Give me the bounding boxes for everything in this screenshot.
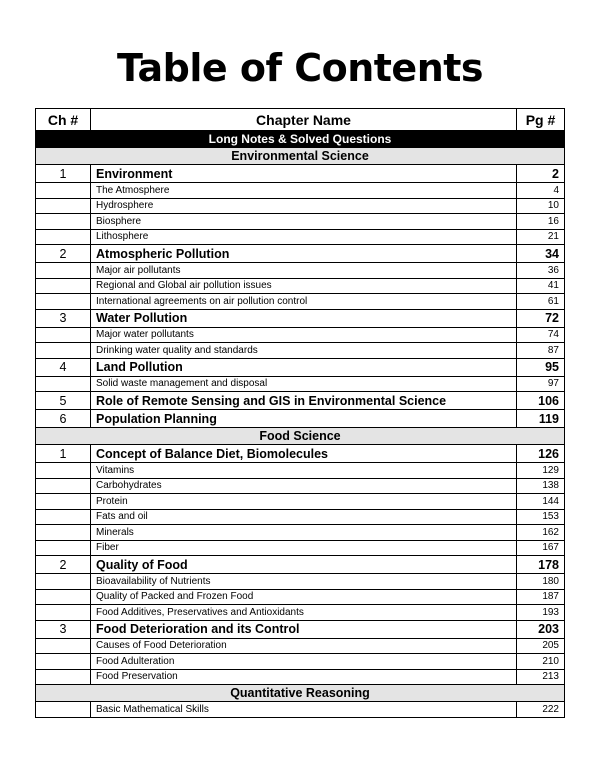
header-page: Pg # — [517, 109, 565, 131]
topic-page: 74 — [517, 327, 565, 343]
topic-page: 210 — [517, 654, 565, 670]
topic-row — [36, 214, 565, 230]
section-title: Quantitative Reasoning — [36, 685, 565, 702]
topic-number-cell — [36, 263, 91, 279]
chapter-number: 3 — [36, 309, 91, 327]
topic-name: Basic Mathematical Skills — [91, 702, 517, 718]
section-title: Environmental Science — [36, 148, 565, 165]
topic-page: 129 — [517, 463, 565, 479]
chapter-row — [36, 309, 565, 327]
topic-number-cell — [36, 463, 91, 479]
topic-number-cell — [36, 574, 91, 590]
topic-page: 187 — [517, 589, 565, 605]
topic-number-cell — [36, 654, 91, 670]
topic-row — [36, 702, 565, 718]
topic-number-cell — [36, 669, 91, 685]
topic-page: 222 — [517, 702, 565, 718]
topic-name: Solid waste management and disposal — [91, 376, 517, 392]
topic-number-cell — [36, 198, 91, 214]
topic-page: 144 — [517, 494, 565, 510]
topic-number-cell — [36, 294, 91, 310]
chapter-name: Population Planning — [91, 410, 517, 428]
topic-row — [36, 229, 565, 245]
chapter-page: 119 — [517, 410, 565, 428]
topic-row — [36, 638, 565, 654]
toc-table — [35, 108, 565, 718]
chapter-page: 72 — [517, 309, 565, 327]
chapter-name: Environment — [91, 165, 517, 183]
chapter-row — [36, 445, 565, 463]
topic-page: 16 — [517, 214, 565, 230]
chapter-number: 1 — [36, 165, 91, 183]
topic-row — [36, 525, 565, 541]
page-title: Table of Contents — [116, 46, 484, 90]
topic-page: 61 — [517, 294, 565, 310]
topic-name: Minerals — [91, 525, 517, 541]
topic-number-cell — [36, 376, 91, 392]
topic-name: Drinking water quality and standards — [91, 343, 517, 359]
topic-row — [36, 198, 565, 214]
chapter-page: 178 — [517, 556, 565, 574]
topic-number-cell — [36, 214, 91, 230]
header-row — [36, 109, 565, 131]
topic-name: Fiber — [91, 540, 517, 556]
chapter-row — [36, 620, 565, 638]
topic-name: Causes of Food Deterioration — [91, 638, 517, 654]
topic-name: Hydrosphere — [91, 198, 517, 214]
chapter-page: 34 — [517, 245, 565, 263]
section-row — [36, 428, 565, 445]
topic-row — [36, 509, 565, 525]
chapter-name: Water Pollution — [91, 309, 517, 327]
banner-label: Long Notes & Solved Questions — [36, 131, 565, 148]
chapter-row — [36, 358, 565, 376]
chapter-name: Role of Remote Sensing and GIS in Environmental Science — [91, 392, 517, 410]
topic-page: 167 — [517, 540, 565, 556]
topic-page: 41 — [517, 278, 565, 294]
chapter-name: Atmospheric Pollution — [91, 245, 517, 263]
topic-name: Food Adulteration — [91, 654, 517, 670]
topic-page: 97 — [517, 376, 565, 392]
topic-name: Bioavailability of Nutrients — [91, 574, 517, 590]
section-row — [36, 685, 565, 702]
topic-number-cell — [36, 605, 91, 621]
chapter-row — [36, 556, 565, 574]
topic-page: 193 — [517, 605, 565, 621]
topic-number-cell — [36, 638, 91, 654]
topic-number-cell — [36, 525, 91, 541]
topic-row — [36, 669, 565, 685]
topic-row — [36, 540, 565, 556]
header-chapter-name: Chapter Name — [91, 109, 517, 131]
section-row — [36, 148, 565, 165]
topic-number-cell — [36, 702, 91, 718]
topic-name: Food Additives, Preservatives and Antioxidants — [91, 605, 517, 621]
topic-row — [36, 574, 565, 590]
topic-row — [36, 278, 565, 294]
topic-row — [36, 654, 565, 670]
chapter-row — [36, 410, 565, 428]
topic-name: Food Preservation — [91, 669, 517, 685]
topic-name: Major air pollutants — [91, 263, 517, 279]
topic-name: Vitamins — [91, 463, 517, 479]
topic-page: 87 — [517, 343, 565, 359]
topic-row — [36, 263, 565, 279]
chapter-number: 5 — [36, 392, 91, 410]
topic-row — [36, 605, 565, 621]
topic-name: Regional and Global air pollution issues — [91, 278, 517, 294]
topic-number-cell — [36, 540, 91, 556]
chapter-page: 2 — [517, 165, 565, 183]
chapter-number: 6 — [36, 410, 91, 428]
chapter-row — [36, 245, 565, 263]
topic-row — [36, 294, 565, 310]
topic-name: Biosphere — [91, 214, 517, 230]
topic-name: Quality of Packed and Frozen Food — [91, 589, 517, 605]
topic-row — [36, 478, 565, 494]
topic-name: International agreements on air pollution control — [91, 294, 517, 310]
section-title: Food Science — [36, 428, 565, 445]
topic-row — [36, 463, 565, 479]
topic-page: 4 — [517, 183, 565, 199]
banner-row — [36, 131, 565, 148]
chapter-row — [36, 392, 565, 410]
chapter-number: 2 — [36, 556, 91, 574]
topic-page: 138 — [517, 478, 565, 494]
chapter-number: 2 — [36, 245, 91, 263]
chapter-name: Food Deterioration and its Control — [91, 620, 517, 638]
chapter-number: 3 — [36, 620, 91, 638]
chapter-row — [36, 165, 565, 183]
topic-name: Major water pollutants — [91, 327, 517, 343]
topic-page: 153 — [517, 509, 565, 525]
toc-body — [36, 131, 565, 718]
topic-row — [36, 376, 565, 392]
topic-name: The Atmosphere — [91, 183, 517, 199]
topic-page: 213 — [517, 669, 565, 685]
chapter-number: 1 — [36, 445, 91, 463]
topic-name: Protein — [91, 494, 517, 510]
chapter-page: 203 — [517, 620, 565, 638]
topic-number-cell — [36, 183, 91, 199]
topic-page: 162 — [517, 525, 565, 541]
chapter-page: 95 — [517, 358, 565, 376]
topic-row — [36, 589, 565, 605]
topic-number-cell — [36, 494, 91, 510]
topic-number-cell — [36, 229, 91, 245]
topic-row — [36, 183, 565, 199]
topic-page: 36 — [517, 263, 565, 279]
topic-row — [36, 327, 565, 343]
topic-row — [36, 494, 565, 510]
chapter-page: 126 — [517, 445, 565, 463]
topic-page: 21 — [517, 229, 565, 245]
topic-name: Fats and oil — [91, 509, 517, 525]
chapter-name: Quality of Food — [91, 556, 517, 574]
topic-number-cell — [36, 589, 91, 605]
topic-row — [36, 343, 565, 359]
topic-number-cell — [36, 478, 91, 494]
chapter-name: Land Pollution — [91, 358, 517, 376]
topic-number-cell — [36, 278, 91, 294]
topic-name: Carbohydrates — [91, 478, 517, 494]
topic-name: Lithosphere — [91, 229, 517, 245]
topic-page: 180 — [517, 574, 565, 590]
chapter-page: 106 — [517, 392, 565, 410]
topic-page: 205 — [517, 638, 565, 654]
topic-number-cell — [36, 509, 91, 525]
topic-number-cell — [36, 343, 91, 359]
topic-number-cell — [36, 327, 91, 343]
topic-page: 10 — [517, 198, 565, 214]
header-ch: Ch # — [36, 109, 91, 131]
chapter-name: Concept of Balance Diet, Biomolecules — [91, 445, 517, 463]
chapter-number: 4 — [36, 358, 91, 376]
